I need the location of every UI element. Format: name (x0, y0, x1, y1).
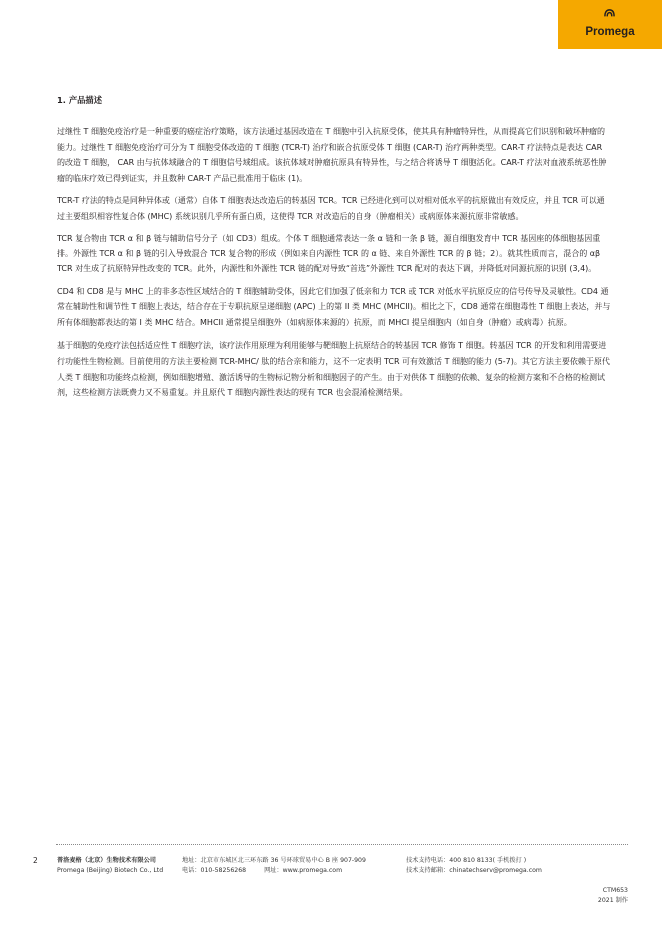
footer-contact (182, 856, 366, 876)
document-year: 2021 制作 (597, 897, 628, 904)
footer-phone: 电话：010-58256268 (182, 867, 247, 874)
footer-website[interactable]: 网址：www.promega.com (264, 867, 343, 874)
paragraph-2: TCR-T 疗法的特点是同种异体或（通常）自体 T 细胞表达改造后的转基因 TCR。TCR 已经进化到可以对相对低水平的抗原做出有效反应，并且 TCR 可以通过主要组织相容性复合体 (MHC) 系统识别几乎所有蛋白质，这使得 TCR 对改造后的自身（肿瘤相关）或病原体来源抗原非常敏感。 (57, 196, 605, 221)
footer-address: 地址：北京市东城区北三环东路 36 号环球贸易中心 B 座 907-909 (182, 857, 366, 864)
footer-doc-info (598, 886, 628, 906)
paragraph-4: CD4 和 CD8 是与 MHC 上的非多态性区域结合的 T 细胞辅助受体，因此它们加强了低亲和力 TCR 或 TCR 对低水平抗原反应的信号传导及灵敏性。CD4 通常在辅助性和调节性 T 细胞上表达，结合存在于专职抗原呈递细胞 (APC) 上的第 II 类 MHC (MHCII)。相比之下，CD8 通常在细胞毒性 T 细胞上表达，并与所有体细胞都表达的第 I 类 MHC 结合。MHCII 通常提呈细胞外（如病原体来源的）抗原，而 MHCI 提呈细胞内（如自身（肿瘤）或病毒）抗原。 (57, 286, 611, 328)
page-number: 2 (33, 856, 38, 865)
support-phone: 技术支持电话：400 810 8133( 手机拨打 ) (406, 857, 527, 864)
company-name-cn: 普洛麦格（北京）生物技术有限公司 (57, 857, 156, 864)
body-text (57, 124, 612, 408)
paragraph-5: 基于细胞的免疫疗法包括适应性 T 细胞疗法，该疗法作用原理为利用能够与靶细胞上抗原结合的转基因 TCR 修饰 T 细胞。转基因 TCR 的开发和利用需要进行功能性生物检测。目前使用的方法主要检测 TCR-MHC/ 肽的结合亲和能力，这不一定表明 TCR 可有效激活 T 细胞的能力 (5-7)。其它方法主要依赖于原代人类 T 细胞和功能终点检测，例如细胞增殖、激活诱导的生物标记物分析和细胞因子的产生。由于对供体 T 细胞的依赖、复杂的检测方案和不合格的检测试剂，这些检测方法既费力又不易重复。并且原代 T 细胞内源性表达的现有 TCR 也会混淆检测结果。 (57, 340, 610, 398)
footer-divider (56, 844, 628, 845)
promega-logo-icon (604, 9, 615, 20)
section-title: 1. 产品描述 (57, 95, 103, 105)
footer-support (406, 856, 542, 876)
support-email[interactable]: 技术支持邮箱：chinatechserv@promega.com (406, 867, 542, 874)
logo-text: Promega (585, 26, 635, 38)
company-name-en: Promega (Beijing) Biotech Co., Ltd (57, 867, 164, 874)
promega-logo (558, 0, 662, 49)
document-code: CTM653 (602, 887, 628, 894)
footer-company (57, 856, 163, 876)
paragraph-1: 过继性 T 细胞免疫治疗是一种重要的癌症治疗策略，该方法通过基因改造在 T 细胞中引入抗原受体，使其具有肿瘤特异性，从而提高它们识别和破坏肿瘤的能力。过继性 T 细胞免疫治疗可分为 T 细胞受体改造的 T 细胞 (TCR-T) 治疗和嵌合抗原受体 T 细胞 (CAR-T) 治疗两种类型。CAR-T 疗法特点是表达 CAR 的改造 T 细胞， CAR 由与抗体域融合的 T 细胞信号域组成。该抗体域对肿瘤抗原具有特异性，与之结合将诱导 T 细胞活化。CAR-T 疗法对血液系统恶性肿瘤的临床疗效已得到证实，并且数种 CAR-T 产品已批准用于临床 (1)。 (57, 127, 607, 183)
paragraph-3: TCR 复合物由 TCR α 和 β 链与辅助信号分子（如 CD3）组成。个体 T 细胞通常表达一条 α 链和一条 β 链，源自细胞发育中 TCR 基因座的体细胞基因重排。外源性 TCR α 和 β 链的引入导致混合 TCR 复合物的形成（例如来自内源性 TCR 的 α 链、来自外源性 TCR 的 β 链；2）。就其性质而言，混合的 αβ TCR 对生成了抗原特异性改变的 TCR。此外，内源性和外源性 TCR 链的配对导致“首选”外源性 TCR 配对的表达下调，并降低对同源抗原的识别 (3,4)。 (57, 234, 601, 274)
